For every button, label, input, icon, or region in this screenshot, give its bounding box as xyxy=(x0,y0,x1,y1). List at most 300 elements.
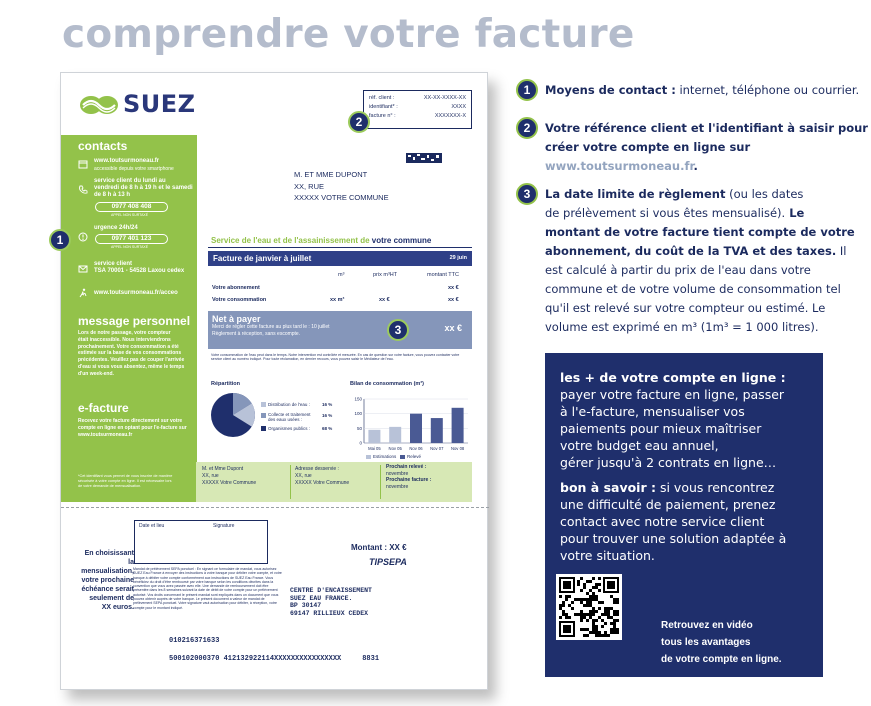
qr-module xyxy=(610,607,613,610)
message-line: estimée sur la base de vos consommations xyxy=(78,350,182,357)
footnote-line: sécurisée à votre compte en ligne. Il est nécessaire lors xyxy=(78,479,172,483)
qr-module xyxy=(563,625,571,633)
promo-line: votre budget eau annuel, xyxy=(560,438,719,453)
qr-module xyxy=(604,607,607,610)
qr-module xyxy=(616,601,619,604)
legend-swatch-releve xyxy=(400,455,405,459)
marker-3: 3 xyxy=(387,319,409,341)
explanation-3-text: de prélèvement si vous êtes mensualisé). xyxy=(545,206,786,220)
promo-tip-title: bon à savoir : xyxy=(560,480,656,495)
qr-module xyxy=(595,628,598,631)
pie-item-value: 68 % xyxy=(322,426,333,431)
bar xyxy=(452,408,464,443)
x-tick-label: Mai 05 xyxy=(368,446,381,451)
qr-module xyxy=(610,628,613,631)
promo-line: gérer jusqu'à 2 contrats en ligne… xyxy=(560,455,777,470)
promo-tip-text: si vous rencontrez xyxy=(655,480,775,495)
qr-module xyxy=(598,607,601,610)
bar xyxy=(368,430,380,443)
tear-line xyxy=(61,507,489,508)
qr-module xyxy=(583,616,586,619)
qr-module xyxy=(613,619,616,622)
date-place-label: Date et lieu xyxy=(139,523,165,529)
message-line: précédentes. Veuillez pas de couper l'arrivée xyxy=(78,357,185,364)
payment-code-2: 500102000370 412132922114XXXXXXXXXXXXXXXX 8831 xyxy=(169,655,380,663)
message-line: Lors de notre passage, votre compteur xyxy=(78,330,171,336)
marker-2: 2 xyxy=(348,111,370,133)
coupon-line: novembre xyxy=(386,483,409,490)
row-qty: xx m³ xyxy=(330,297,345,303)
qr-module xyxy=(559,604,562,607)
datamatrix-icon xyxy=(406,153,442,163)
identifiant-value: XXXX xyxy=(451,104,466,110)
qr-module xyxy=(595,625,598,628)
qr-module xyxy=(565,616,568,619)
pie-item-value: 16 % xyxy=(322,413,333,418)
coupon-line: Prochain relevé : xyxy=(386,464,427,470)
website-note: accessible depuis votre smartphone xyxy=(94,166,174,172)
promo-line: à l'e-facture, mensualiser vos xyxy=(560,404,745,419)
bar xyxy=(410,414,422,443)
col-header-price: prix m³HT xyxy=(373,272,398,278)
qr-module xyxy=(604,634,607,637)
invoice-sheet xyxy=(56,72,488,690)
phone-2-note: APPEL NON SURTAXÉ xyxy=(111,245,149,249)
promo-tip-line: une difficulté de paiement, prenez xyxy=(560,497,776,512)
net-amount: xx € xyxy=(444,323,462,333)
net-deadline: Merci de régler cette facture au plus tard le : 10 juillet xyxy=(212,324,330,330)
qr-module xyxy=(595,586,598,589)
footnote-line: de votre demande de mensualisation. xyxy=(78,484,142,488)
explanation-3-text: (ou les dates xyxy=(725,187,804,201)
qr-module xyxy=(592,592,595,595)
bar xyxy=(389,427,401,443)
qr-module xyxy=(607,607,610,610)
qr-module xyxy=(565,598,568,601)
fine-print: Votre consommation de l'eau peut dans le temps. Notre intervention est contrôlée et mesurée. En cas de question sur votre facture, vous pouvez contacter votre service client au numéro indiqué. Pour toute réclamation, en dernier recours, vous pouvez saisir le Médiateur de l'eau. xyxy=(211,353,460,361)
row-label: Votre abonnement xyxy=(212,285,260,291)
coupon-line: Prochaine facture : xyxy=(386,477,432,483)
row-amount: xx € xyxy=(448,297,459,303)
qr-module xyxy=(598,577,601,580)
qr-module xyxy=(589,580,592,583)
page-title: comprendre votre facture xyxy=(62,12,635,57)
qr-module xyxy=(601,634,604,637)
identifiant-footnote xyxy=(78,474,172,489)
address-line: XX, RUE xyxy=(294,181,325,191)
qr-module xyxy=(580,616,583,619)
qr-module xyxy=(595,610,598,613)
y-tick-label: 0 xyxy=(359,440,362,446)
explanation-2-line: créer votre compte en ligne sur xyxy=(545,140,751,154)
qr-module xyxy=(604,610,607,613)
x-tick-label: Nov 08 xyxy=(450,446,465,451)
qr-module xyxy=(583,598,586,601)
qr-module xyxy=(568,595,571,598)
qr-module xyxy=(601,625,604,628)
net-title: Net à payer xyxy=(212,314,261,324)
qr-module xyxy=(563,581,571,589)
qr-module xyxy=(613,631,616,634)
identifiant-label: identifiant* : xyxy=(369,104,398,110)
net-to-pay-box xyxy=(208,311,472,349)
qr-module xyxy=(574,598,577,601)
signature-label: Signature xyxy=(213,523,235,529)
qr-module xyxy=(616,628,619,631)
message-body xyxy=(78,330,184,378)
explanation-2 xyxy=(545,119,868,176)
qr-module xyxy=(562,604,565,607)
online-account-promo xyxy=(545,353,823,677)
qr-module xyxy=(583,604,586,607)
qr-module xyxy=(577,583,580,586)
qr-module xyxy=(559,607,562,610)
qr-module xyxy=(589,610,592,613)
pie-item-value: 16 % xyxy=(322,402,333,407)
efacture-body xyxy=(78,418,187,438)
service-hours-line: de 8 h à 13 h xyxy=(94,192,131,198)
qr-module xyxy=(562,610,565,613)
y-tick-label: 100 xyxy=(354,411,362,417)
phone-icon xyxy=(78,185,88,195)
coupon-line: XXXXX Votre Commune xyxy=(202,480,257,486)
coupon-col2 xyxy=(295,466,349,487)
pie-item-label: Collecte et traitement des eaux usées : xyxy=(268,412,311,422)
qr-module xyxy=(592,598,595,601)
video-line: Retrouvez en vidéo xyxy=(661,620,753,631)
coupon-line: XX, rue xyxy=(202,473,219,479)
message-title: message personnel xyxy=(78,314,191,328)
explanation-3 xyxy=(545,185,855,337)
legend-swatch xyxy=(261,402,266,407)
coupon-divider xyxy=(380,465,381,499)
service-hours-line: service client du lundi au xyxy=(94,178,166,184)
qr-module xyxy=(598,631,601,634)
web-icon xyxy=(78,160,88,170)
phone-number-1[interactable]: 0977 408 408 xyxy=(95,202,168,212)
qr-module xyxy=(613,610,616,613)
sidebar xyxy=(61,135,197,502)
postal-title: service client xyxy=(94,261,133,267)
qr-module xyxy=(580,577,583,580)
row-price: xx € xyxy=(379,297,390,303)
payment-code-1: 010216371633 xyxy=(169,637,220,645)
centre-line: SUEZ EAU FRANCE. xyxy=(290,594,353,602)
qr-module xyxy=(592,619,595,622)
bar xyxy=(431,418,443,443)
qr-module xyxy=(598,601,601,604)
footnote-line: *Cet identifiant vous permet de vous inscrire de manière xyxy=(78,474,173,478)
pie-item-label: Organismes publics : xyxy=(268,426,311,431)
qr-module xyxy=(589,613,592,616)
promo-line: payer votre facture en ligne, passer xyxy=(560,387,785,402)
mail-icon xyxy=(78,264,88,274)
explanation-3-text: est calculé à partir du prix de l'eau dans votre xyxy=(545,263,811,277)
qr-module xyxy=(589,604,592,607)
message-line: prochainement. Votre consommation a été xyxy=(78,343,179,350)
qr-module xyxy=(595,598,598,601)
qr-module xyxy=(562,613,565,616)
qr-module xyxy=(595,583,598,586)
qr-code-icon[interactable] xyxy=(556,574,622,640)
ref-client-value: XX-XX-XXXX-XX xyxy=(423,95,466,101)
qr-module xyxy=(577,580,580,583)
tipsepa-label: TIPSEPA xyxy=(369,557,407,567)
sepa-amount: Montant : XX € xyxy=(351,543,407,552)
qr-module xyxy=(562,601,565,604)
sepa-mandate-text: Mandat de prélèvement SEPA ponctuel : En signant ce formulaire de mandat, vous autorisez SUEZ Eau France à envoyer des instructions à votre banque pour débiter votre compte, et votre banque à débiter votre compte conformément aux instructions de SUEZ Eau France. Vous bénéficiez du droit d'être remboursé par votre banque selon les conditions décrites dans la convention que vous avez passée avec elle. Une demande de remboursement doit être présentée dans les 8 semaines suivant la date de débit de votre compte pour un prélèvement autorisé. Vos droits concernant le présent mandat sont expliqués dans un document que vous pouvez obtenir auprès de votre banque. Le présent document a valeur de mandat de prélèvement SEPA ponctuel. Votre signature vaut autorisation pour débiter, à réception, votre compte pour le montant indiqué. xyxy=(133,567,282,610)
reference-box xyxy=(363,90,472,129)
promo-title: les + de votre compte en ligne : xyxy=(560,370,786,385)
coupon-line: Adresse desservie : xyxy=(295,466,339,472)
service-title xyxy=(211,236,431,245)
qr-module xyxy=(577,613,580,616)
qr-module xyxy=(595,619,598,622)
qr-module xyxy=(601,613,604,616)
y-tick-label: 150 xyxy=(354,396,362,402)
qr-module xyxy=(592,628,595,631)
coupon-col3 xyxy=(386,464,431,490)
y-tick-label: 50 xyxy=(356,425,362,431)
net-terms: Règlement à réception, sans escompte. xyxy=(212,331,301,337)
qr-module xyxy=(586,598,589,601)
efacture-line: www.toutsurmoneau.fr xyxy=(78,431,133,438)
qr-module xyxy=(613,601,616,604)
qr-module xyxy=(568,604,571,607)
explanation-2-url[interactable]: www.toutsurmoneau.fr xyxy=(545,159,694,173)
qr-module xyxy=(580,601,583,604)
qr-module xyxy=(583,613,586,616)
coupon-line: novembre xyxy=(386,470,409,477)
qr-module xyxy=(583,586,586,589)
explanation-2-line: Votre référence client et l'identifiant à saisir pour xyxy=(545,121,868,135)
coupon-line: XX, rue xyxy=(295,473,312,479)
legend-swatch xyxy=(261,413,266,418)
encaissement-address xyxy=(290,587,372,617)
access-icon xyxy=(78,288,88,298)
qr-module xyxy=(592,595,595,598)
qr-module xyxy=(580,589,583,592)
x-tick-label: Nov 05 xyxy=(388,446,402,451)
qr-module xyxy=(607,581,615,589)
service-title-green: Service de l'eau et de l'assainissement de xyxy=(211,236,370,245)
qr-module xyxy=(610,616,613,619)
qr-module xyxy=(571,607,574,610)
signature-box[interactable] xyxy=(134,520,268,564)
qr-module xyxy=(592,577,595,580)
service-hours-line: vendredi de 8 h à 19 h et le samedi xyxy=(94,185,193,191)
coupon-strip xyxy=(196,462,472,502)
qr-module xyxy=(607,634,610,637)
qr-module xyxy=(580,619,583,622)
explanation-2-dot: . xyxy=(693,159,698,173)
qr-module xyxy=(559,595,562,598)
bill-date: 29 juin xyxy=(449,255,467,261)
address-line: M. ET MME DUPONT xyxy=(294,170,368,179)
promo-tip-line: pour trouver une solution adaptée à xyxy=(560,531,787,546)
qr-module xyxy=(598,583,601,586)
qr-module xyxy=(583,634,586,637)
qr-module xyxy=(586,580,589,583)
coupon-line: M. et Mme Dupont xyxy=(202,466,244,472)
qr-module xyxy=(607,610,610,613)
pie-item-label: Distribution de l'eau : xyxy=(268,402,310,407)
qr-module xyxy=(598,616,601,619)
qr-module xyxy=(580,628,583,631)
explanation-3-text: qu'il est relevé sur votre compteur ou estimé. Le xyxy=(545,301,826,315)
ref-client-label: réf. client : xyxy=(369,95,395,101)
qr-module xyxy=(565,613,568,616)
urgence-icon xyxy=(78,232,88,242)
promo-tip-line: contact avec notre service client xyxy=(560,514,765,529)
promo-tip-line: votre situation. xyxy=(560,548,655,563)
qr-module xyxy=(589,601,592,604)
col-header-amount: montant TTC xyxy=(427,272,459,278)
qr-module xyxy=(592,622,595,625)
bar-chart-title: Bilan de consommation (m³) xyxy=(350,381,424,387)
qr-module xyxy=(586,613,589,616)
qr-module xyxy=(613,622,616,625)
qr-module xyxy=(589,598,592,601)
centre-line: BP 30147 xyxy=(290,602,322,609)
qr-module xyxy=(574,613,577,616)
website-link[interactable]: www.toutsurmoneau.fr xyxy=(94,158,160,164)
qr-module xyxy=(583,583,586,586)
explanation-1-bold: Moyens de contact : xyxy=(545,83,676,97)
qr-module xyxy=(613,598,616,601)
legend-estimations: Estimations xyxy=(373,454,397,459)
qr-module xyxy=(583,628,586,631)
qr-module xyxy=(592,613,595,616)
qr-module xyxy=(613,613,616,616)
promo-tip-first-line xyxy=(560,479,774,497)
postal-address: TSA 70001 - 54528 Laxou cedex xyxy=(94,268,185,274)
efacture-line: compte en ligne en optant pour l'e-facture sur xyxy=(78,424,187,431)
qr-module xyxy=(613,628,616,631)
qr-module xyxy=(616,619,619,622)
row-amount: xx € xyxy=(448,285,459,291)
qr-module xyxy=(598,634,601,637)
coupon-divider xyxy=(290,465,291,499)
qr-module xyxy=(592,607,595,610)
qr-module xyxy=(601,619,604,622)
video-line: de votre compte en ligne. xyxy=(661,654,782,665)
service-title-blue: votre commune xyxy=(371,236,432,245)
qr-module xyxy=(592,586,595,589)
explanation-3-text: commune et de votre volume de consommation tel xyxy=(545,282,841,296)
explanation-badge-1: 1 xyxy=(516,79,538,101)
qr-module xyxy=(610,622,613,625)
urgence-label: urgence 24h/24 xyxy=(94,225,138,231)
pie-title: Répartition xyxy=(211,381,241,387)
explanation-3-bold: La date limite de règlement xyxy=(545,187,726,201)
col-header-m3: m³ xyxy=(338,272,345,278)
explanation-1-rest: internet, téléphone ou courrier. xyxy=(675,83,860,97)
qr-module xyxy=(589,595,592,598)
qr-module xyxy=(586,604,589,607)
qr-module xyxy=(589,616,592,619)
divider xyxy=(208,247,472,248)
recipient-address xyxy=(294,169,389,204)
qr-module xyxy=(565,595,568,598)
qr-module xyxy=(589,631,592,634)
x-tick-label: Nov 06 xyxy=(409,446,423,451)
qr-module xyxy=(607,616,610,619)
qr-module xyxy=(592,631,595,634)
qr-module xyxy=(604,631,607,634)
qr-module xyxy=(577,598,580,601)
qr-module xyxy=(580,613,583,616)
qr-module xyxy=(586,592,589,595)
bar-chart xyxy=(348,391,474,455)
marker-1: 1 xyxy=(49,229,71,251)
qr-module xyxy=(580,598,583,601)
qr-module xyxy=(586,601,589,604)
explanation-3-text: Il xyxy=(836,244,847,258)
explanation-3-bold: montant de votre facture tient compte de votre xyxy=(545,225,855,239)
contacts-title: contacts xyxy=(78,139,128,153)
video-line: tous les avantages xyxy=(661,637,751,648)
qr-module xyxy=(610,631,613,634)
qr-module xyxy=(592,625,595,628)
brand-name: SUEZ xyxy=(123,90,196,118)
qr-module xyxy=(616,610,619,613)
mensualisation-note: En choisissant la mensualisation, votre prochaine échéance serait seulement de XX euros. xyxy=(81,550,134,611)
efacture-line: Recevez votre facture directement sur votre xyxy=(78,418,183,424)
message-line: d'un week-end. xyxy=(78,370,114,377)
qr-module xyxy=(586,634,589,637)
pie-chart xyxy=(209,391,257,439)
legend-releve: Relevé xyxy=(407,454,422,459)
qr-module xyxy=(580,610,583,613)
explanation-3-bold: Le xyxy=(785,206,805,220)
address-line: XXXXX VOTRE COMMUNE xyxy=(294,193,389,202)
qr-module xyxy=(592,610,595,613)
qr-module xyxy=(586,619,589,622)
access-link[interactable]: www.toutsurmoneau.fr/acceo xyxy=(94,290,178,296)
centre-line: CENTRE D'ENCAISSEMENT xyxy=(290,587,372,594)
explanation-badge-3: 3 xyxy=(516,183,538,205)
phone-1-note: APPEL NON SURTAXÉ xyxy=(111,213,149,217)
explanation-1 xyxy=(545,81,859,100)
qr-module xyxy=(571,601,574,604)
message-line: était inaccessible. Nous interviendrons xyxy=(78,336,171,343)
message-line: d'eau si vous vous absentez, même le temps xyxy=(78,363,185,370)
legend-swatch-estimations xyxy=(366,455,371,459)
bill-title: Facture de janvier à juillet xyxy=(213,254,312,263)
qr-module xyxy=(601,601,604,604)
explanation-3-text: volume est exprimé en m³ (1m³ = 1 000 litres). xyxy=(545,320,819,334)
qr-module xyxy=(604,613,607,616)
efacture-title: e-facture xyxy=(78,401,129,415)
qr-module xyxy=(589,589,592,592)
qr-module xyxy=(595,634,598,637)
phone-number-2[interactable]: 0977 401 123 xyxy=(95,234,168,244)
qr-module xyxy=(616,598,619,601)
qr-module xyxy=(598,589,601,592)
qr-module xyxy=(586,628,589,631)
promo-line: paiements pour mieux maîtriser xyxy=(560,421,762,436)
explanation-badge-2: 2 xyxy=(516,117,538,139)
x-tick-label: Nov 07 xyxy=(430,446,444,451)
qr-module xyxy=(604,622,607,625)
qr-module xyxy=(610,595,613,598)
qr-module xyxy=(607,613,610,616)
coupon-col1 xyxy=(202,466,256,487)
explanation-3-bold: abonnement, du coût de la TVA et des taxes. xyxy=(545,244,837,258)
bill-header-bar xyxy=(208,251,472,266)
qr-module xyxy=(595,595,598,598)
